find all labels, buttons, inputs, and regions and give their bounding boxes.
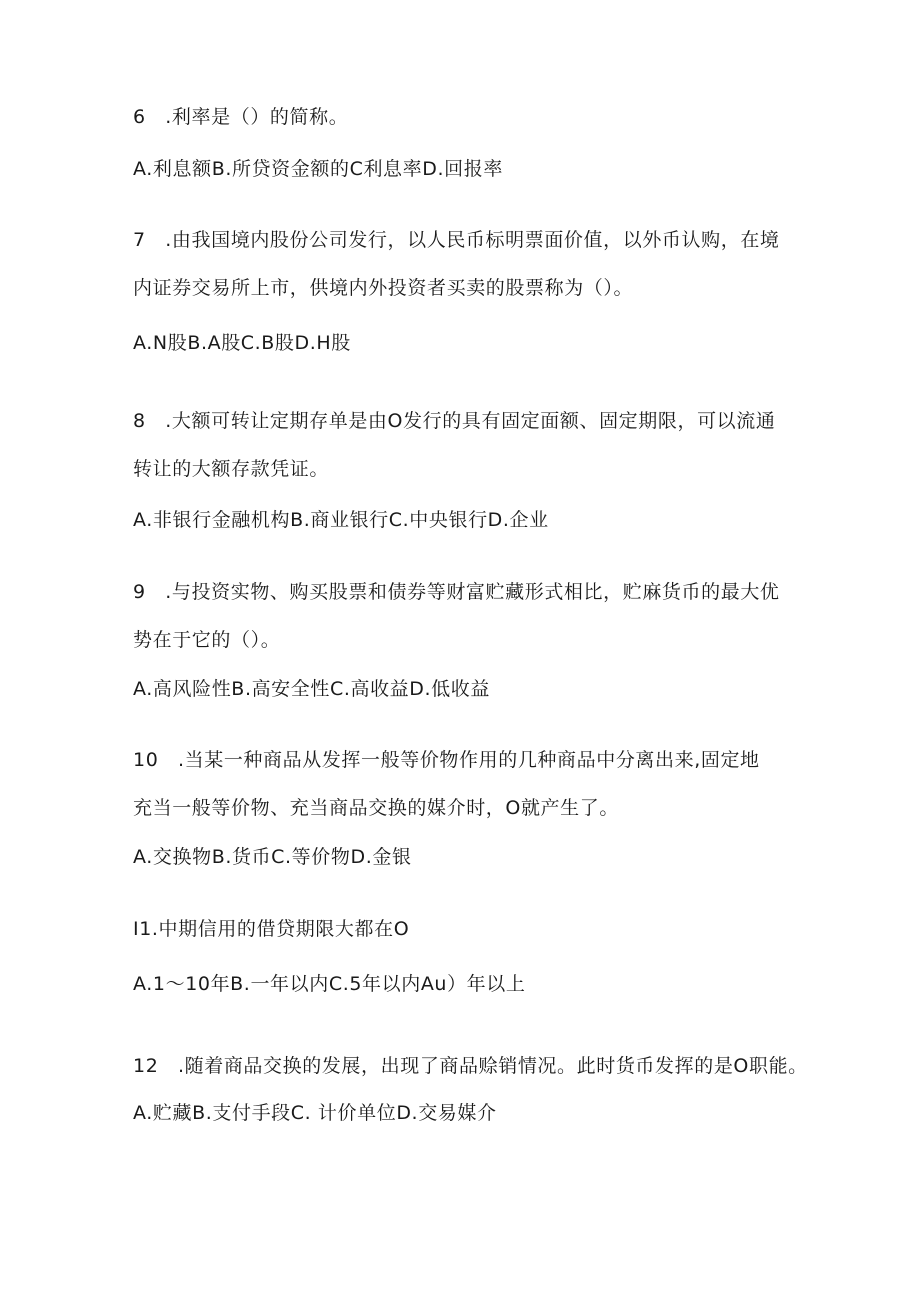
q10-options: A.交换物B.货币C.等价物D.金银 — [133, 846, 412, 868]
q9-stem-line1: 9 .与投资实物、购买股票和债券等财富贮藏形式相比，贮麻货币的最大优 — [133, 581, 780, 603]
q9-options: A.高风险性B.高安全性C.高收益D.低收益 — [133, 678, 490, 700]
q10-stem-line1: 10 .当某一种商品从发挥一般等价物作用的几种商品中分离出来,固定地 — [133, 749, 760, 771]
q7-options: A.N股B.A股C.B股D.H股 — [133, 332, 351, 354]
q8-stem-line1: 8 .大额可转让定期存单是由O发行的具有固定面额、固定期限，可以流通 — [133, 410, 776, 432]
q9-stem-line2: 势在于它的（）。 — [133, 629, 281, 651]
q6-stem: 6 .利率是（）的简称。 — [133, 106, 349, 128]
q12-options: A.贮藏B.支付手段C. 计价单位D.交易媒介 — [133, 1102, 497, 1124]
q11-options: A.1～10年B.一年以内C.5年以内Au）年以上 — [133, 973, 526, 995]
q6-options: A.利息额B.所贷资金额的C利息率D.回报率 — [133, 158, 503, 180]
q8-stem-line2: 转让的大额存款凭证。 — [133, 458, 330, 480]
q12-stem: 12 .随着商品交换的发展，出现了商品赊销情况。此时货币发挥的是O职能。 — [133, 1055, 808, 1077]
q11-stem: I1.中期信用的借贷期限大都在O — [133, 918, 410, 940]
q10-stem-line2: 充当一般等价物、充当商品交换的媒介时，O就产生了。 — [133, 797, 619, 819]
q8-options: A.非银行金融机构B.商业银行C.中央银行D.企业 — [133, 509, 549, 531]
q7-stem-line1: 7 .由我国境内股份公司发行，以人民币标明票面价值，以外币认购，在境 — [133, 229, 780, 251]
q7-stem-line2: 内证券交易所上市，供境内外投资者买卖的股票称为（）。 — [133, 277, 634, 299]
